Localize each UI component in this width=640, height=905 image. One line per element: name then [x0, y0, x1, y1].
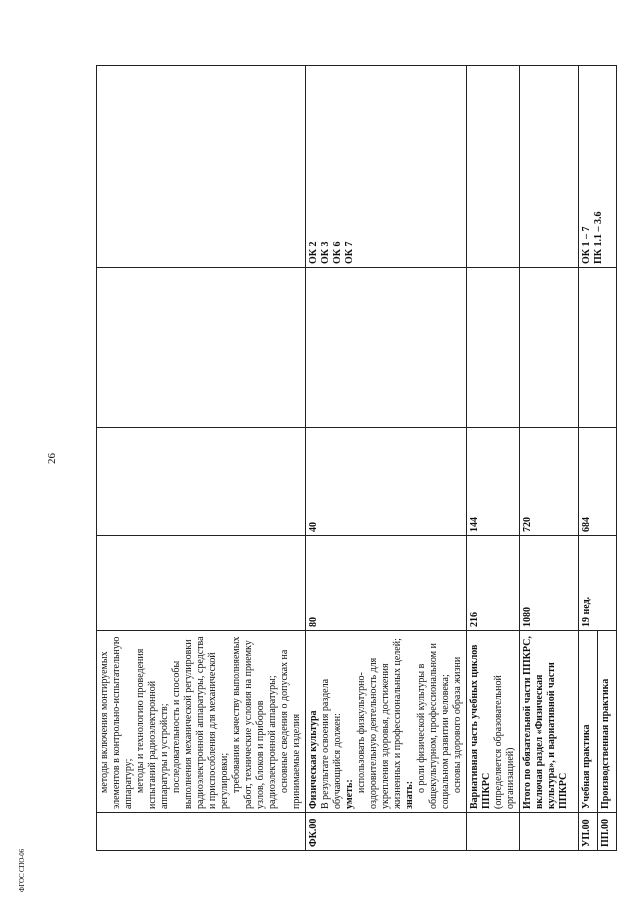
competency: ПК 1.1 – 3.6	[593, 211, 604, 264]
znat-label: знать:	[404, 780, 415, 809]
cell-hours: 684	[579, 428, 617, 536]
cell-discipline	[306, 268, 467, 428]
table-row-continuation	[97, 66, 306, 851]
cell-code: УП.00	[579, 813, 598, 851]
cell-competencies	[579, 66, 617, 268]
cell-code	[97, 813, 306, 851]
cell-discipline	[520, 268, 579, 428]
table-row-up	[579, 66, 598, 851]
section-intro: В результате освоения раздела обучающийся должен:	[320, 678, 343, 809]
desc-line: методы включения монтируемых элементов в контрольно-испытательную аппаратуру;	[99, 636, 134, 809]
cell-max-hours: 1080	[520, 536, 579, 631]
table-row-fk	[306, 66, 467, 851]
competency: ОК 3	[320, 241, 331, 264]
cell-competencies	[97, 66, 306, 268]
cell-obl-hours: 144	[467, 428, 520, 536]
cell-description: Итого по обязательной части ППКРС, включая раздел «Физическая культура», и вариативной части ППКРС	[520, 631, 579, 813]
footer-code: ФГОС СПО-06	[18, 849, 26, 892]
curriculum-table	[96, 65, 617, 851]
desc-line: последовательность и способы выполнения механической регулировки радиоэлектронной аппаратуры, средства и приспособления для механической регулировки;	[171, 636, 230, 809]
cell-discipline	[579, 268, 617, 428]
cell-description	[97, 631, 306, 813]
competency: ОК 2	[308, 241, 319, 264]
competency: ОК 7	[344, 241, 355, 264]
cell-discipline	[97, 268, 306, 428]
cell-code	[467, 813, 520, 851]
cell-max-hours: 80	[306, 536, 467, 631]
cell-description	[467, 631, 520, 813]
desc-line: основные сведения о допусках на принимаемые изделия	[279, 649, 302, 809]
umet-text: использовать физкультурно-оздоровительную деятельность для укрепления здоровья, достижения жизненных и профессиональных целей;	[356, 638, 403, 809]
cell-code: ФК.00	[306, 813, 467, 851]
variative-title: Вариативная часть учебных циклов ППКРС	[469, 644, 492, 809]
curriculum-table-rotated	[96, 66, 611, 851]
cell-code: ПП.00	[598, 813, 617, 851]
desc-line: методы и технологию проведения испытаний радиоэлектронной аппаратуры и устройств;	[135, 648, 170, 809]
desc-line: требования к качеству выполняемых работ, технические условия на приемку узлов, блоков и приборов радиоэлектронной аппаратуры;	[231, 636, 278, 809]
cell-obl-hours	[97, 428, 306, 536]
competency: ОК 6	[332, 241, 343, 264]
cell-competencies	[520, 66, 579, 268]
cell-description: Производственная практика	[598, 631, 617, 813]
variative-note: (определяется образовательной организацией)	[493, 675, 516, 809]
znat-text: о роли физической культуры в общекультурном, профессиональном и социальном развитии человека;	[416, 643, 451, 809]
cell-weeks: 19 нед.	[579, 536, 617, 631]
cell-obl-hours: 40	[306, 428, 467, 536]
umet-label: уметь:	[344, 779, 355, 809]
cell-code	[520, 813, 579, 851]
cell-competencies	[467, 66, 520, 268]
table-row-itogo	[520, 66, 579, 851]
znat-text: основы здорового образа жизни	[452, 656, 463, 793]
cell-obl-hours: 720	[520, 428, 579, 536]
table-row-variative	[467, 66, 520, 851]
cell-description	[306, 631, 467, 813]
cell-description: Учебная практика	[579, 631, 598, 813]
section-title: Физическая культура	[308, 710, 319, 809]
page-number: 26	[46, 453, 58, 464]
competency: ОК 1 – 7	[581, 226, 592, 264]
cell-max-hours	[97, 536, 306, 631]
cell-competencies	[306, 66, 467, 268]
cell-max-hours: 216	[467, 536, 520, 631]
cell-discipline	[467, 268, 520, 428]
